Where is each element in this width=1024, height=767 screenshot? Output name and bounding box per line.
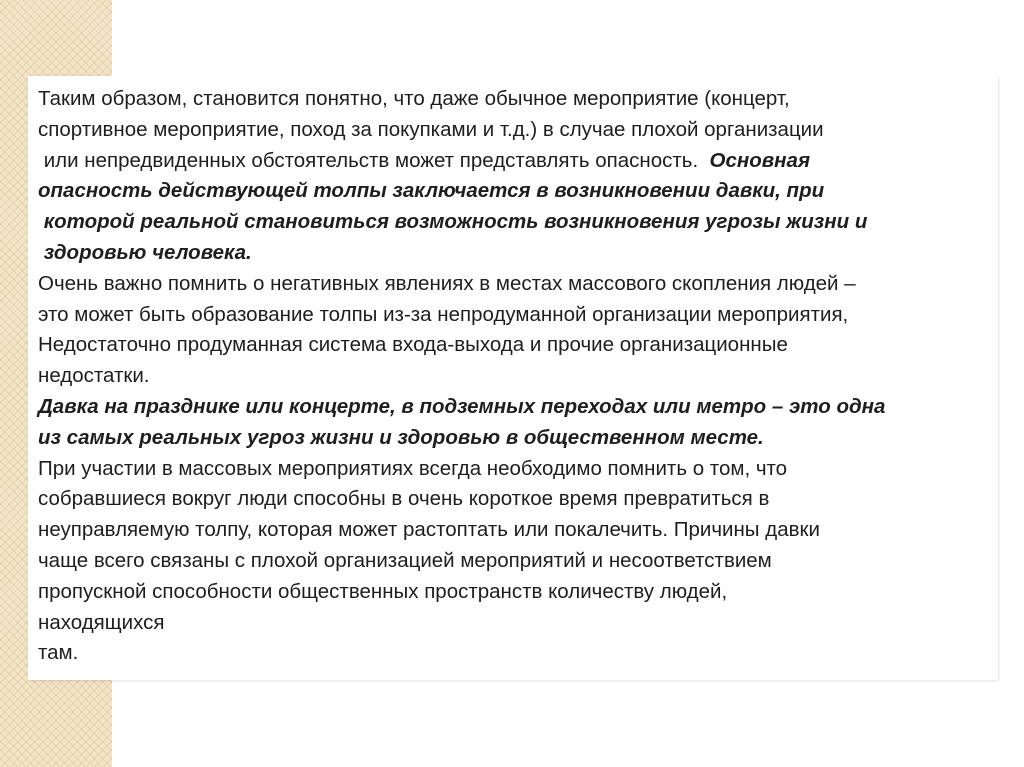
body-text-segment: или непредвиденных обстоятельств может представлять опасность. <box>38 148 710 172</box>
text-line <box>38 84 998 115</box>
text-line <box>38 454 998 485</box>
body-text-segment: неуправляемую толпу, которая может растоптать или покалечить. Причины давки <box>38 518 820 542</box>
text-line <box>38 330 998 361</box>
text-line <box>38 176 998 207</box>
text-line <box>38 515 998 546</box>
text-line <box>38 546 998 577</box>
text-line <box>38 484 998 515</box>
emphasized-text: которой реальной становиться возможность возникновения угрозы жизни и <box>38 210 868 234</box>
text-line <box>38 115 998 146</box>
emphasized-text: из самых реальных угроз жизни и здоровью в общественном месте. <box>38 425 764 449</box>
body-text-segment: Очень важно помнить о негативных явлениях в местах массового скопления людей – <box>38 271 856 295</box>
body-text-segment: Таким образом, становится понятно, что даже обычное мероприятие (концерт, <box>38 87 790 110</box>
emphasized-text: опасность действующей толпы заключается в возникновении давки, при <box>38 179 825 203</box>
emphasized-text: Давка на празднике или концерте, в подземных переходах или метро – это одна <box>38 394 886 418</box>
text-line <box>38 577 998 608</box>
emphasized-text: Основная <box>709 148 811 172</box>
text-line <box>38 300 998 331</box>
body-text-segment: собравшиеся вокруг люди способны в очень короткое время превратиться в <box>38 487 770 511</box>
body-text-segment: чаще всего связаны с плохой организацией мероприятий и несоответствием <box>38 548 772 572</box>
body-text-segment: При участии в массовых мероприятиях всегда необходимо помнить о том, что <box>38 456 788 480</box>
emphasized-text: здоровью человека. <box>38 240 252 264</box>
body-text-segment: это может быть образование толпы из-за непродуманной организации мероприятия, <box>38 302 849 326</box>
body-text-segment: спортивное мероприятие, поход за покупками и т.д.) в случае плохой организации <box>38 117 824 141</box>
body-text-segment: находящихся <box>38 610 165 634</box>
text-line <box>38 361 998 392</box>
text-line <box>38 608 998 639</box>
body-text-segment: пропускной способности общественных пространств количеству людей, <box>38 579 728 603</box>
text-line <box>38 269 998 300</box>
text-line <box>38 638 998 669</box>
text-line <box>38 392 998 423</box>
body-text-segment: недостатки. <box>38 364 150 388</box>
slide-body-text <box>38 84 998 669</box>
body-text-segment: Недостаточно продуманная система входа-выхода и прочие организационные <box>38 333 788 357</box>
text-line <box>38 238 998 269</box>
text-line <box>38 146 998 177</box>
body-text-segment: там. <box>38 641 79 665</box>
text-line <box>38 207 998 238</box>
text-line <box>38 423 998 454</box>
